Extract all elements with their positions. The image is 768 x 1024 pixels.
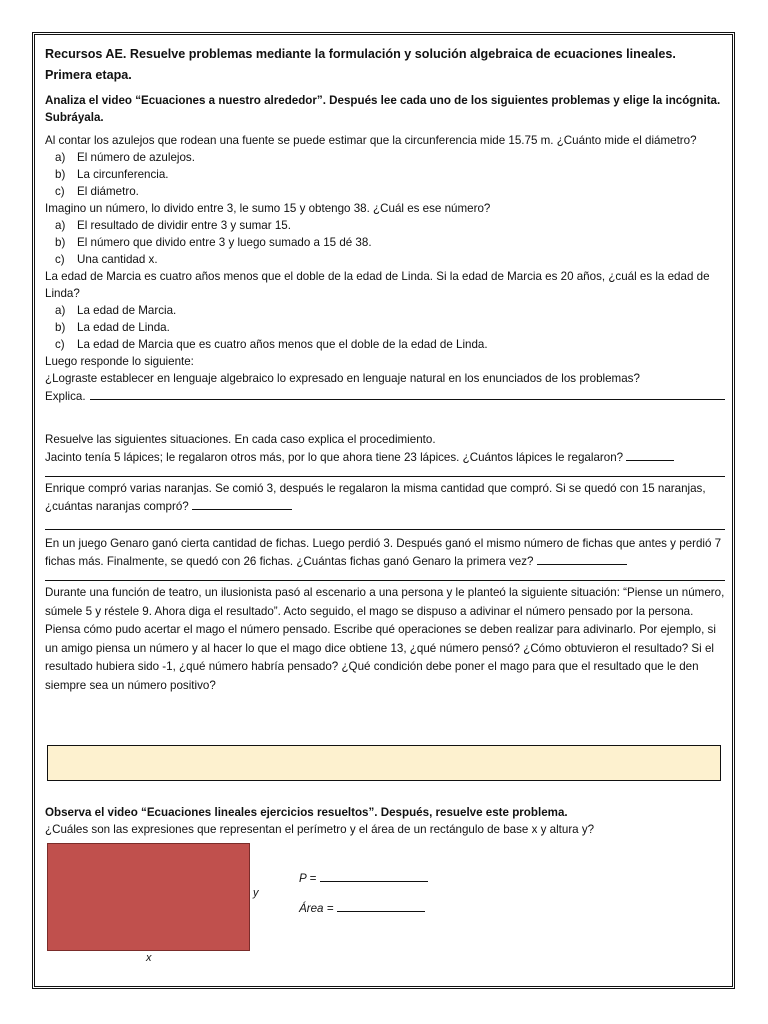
rectangle-question: ¿Cuáles son las expresiones que representan el perímetro y el área de un rectángulo de base x y altura y? [45, 823, 595, 836]
rectangle-section [45, 804, 725, 838]
options-list [45, 302, 725, 353]
option-item[interactable] [45, 217, 725, 234]
option-text: El número de azulejos. [77, 151, 195, 164]
option-letter: b) [55, 321, 66, 334]
problem-statement: Al contar los azulejos que rodean una fuente se puede estimar que la circunferencia mide 15.75 m. ¿Cuánto mide el diámetro? [45, 134, 697, 147]
option-text: Una cantidad x. [77, 253, 158, 266]
option-letter: a) [55, 219, 66, 232]
problem-2 [45, 200, 725, 268]
situation-text: En un juego Genaro ganó cierta cantidad de fichas. Luego perdió 3. Después ganó el mismo número de fichas que antes y perdió 7 fichas más. Finalmente, se quedó con 26 fichas. ¿Cuántas fichas ganó Genaro la primera vez? [45, 537, 722, 568]
option-text: La edad de Linda. [77, 321, 170, 334]
answer-line[interactable] [192, 497, 292, 510]
situation-3 [45, 535, 725, 570]
divider [45, 476, 725, 477]
option-text: El diámetro. [77, 185, 139, 198]
situation-4: Durante una función de teatro, un ilusionista pasó al escenario a una persona y le planteó la siguiente situación: “Piense un número, súmele 5 y réstele 9. Ahora diga el resultado”. Acto seguido, el mago se dispuso a adivinar el número pensado por la persona. Piensa cómo pudo acertar el mago el número pensado. Escribe qué operaciones se deben realizar para adivinarlo. Por ejemplo, si un amigo piensa un número y al hacer lo que el mago dice obtiene 13, ¿qué número pensó? ¿Cómo obtuvieron el resultado? Si el resultado hubiera sido -1, ¿qué número habría pensado? ¿Qué condición debe poner el mago para que el resultado que le den siempre sea un número positivo? [45, 586, 725, 692]
answer-line[interactable] [537, 552, 627, 565]
option-text: La circunferencia. [77, 168, 169, 181]
situation-text: Enrique compró varias naranjas. Se comió 3, después le regalaron la misma cantidad que compró. Si se quedó con 15 naranjas, ¿cuántas naranjas compró? [45, 482, 706, 513]
rectangle-intro: Observa el video “Ecuaciones lineales ejercicios resueltos”. Después, resuelve este problema. [45, 806, 568, 819]
problem-3 [45, 268, 725, 353]
option-item[interactable] [45, 319, 725, 336]
height-label: y [253, 887, 259, 899]
option-item[interactable] [45, 336, 725, 353]
option-letter: c) [55, 185, 65, 198]
option-letter: c) [55, 338, 65, 351]
situations-intro: Resuelve las siguientes situaciones. En cada caso explica el procedimiento. [45, 433, 436, 446]
option-letter: b) [55, 168, 66, 181]
explain-answer-line[interactable] [90, 387, 725, 400]
reflection-explain-line [45, 387, 725, 405]
options-list [45, 217, 725, 268]
option-item[interactable] [45, 302, 725, 319]
answer-line[interactable] [626, 448, 674, 461]
area-label: Área = [299, 902, 334, 915]
area-row [299, 900, 425, 915]
base-label: x [146, 952, 152, 964]
option-item[interactable] [45, 166, 725, 183]
area-answer-line[interactable] [337, 900, 425, 912]
explain-label: Explica. [45, 390, 86, 403]
situation-2 [45, 480, 725, 515]
option-letter: a) [55, 151, 66, 164]
worksheet-content [45, 44, 725, 695]
situation-text: Jacinto tenía 5 lápices; le regalaron otros más, por lo que ahora tiene 23 lápices. ¿Cuántos lápices le regalaron? [45, 451, 624, 464]
option-item[interactable] [45, 149, 725, 166]
intro-instructions: Analiza el video “Ecuaciones a nuestro alrededor”. Después lee cada uno de los siguientes problemas y elige la incógnita. Subráyala. [45, 94, 721, 124]
option-item[interactable] [45, 234, 725, 251]
option-item[interactable] [45, 183, 725, 200]
problem-statement: Imagino un número, lo divido entre 3, le sumo 15 y obtengo 38. ¿Cuál es ese número? [45, 202, 491, 215]
option-text: La edad de Marcia. [77, 304, 177, 317]
problem-1 [45, 132, 725, 200]
option-text: La edad de Marcia que es cuatro años menos que el doble de la edad de Linda. [77, 338, 488, 351]
option-item[interactable] [45, 251, 725, 268]
option-text: El número que divido entre 3 y luego sumado a 15 dé 38. [77, 236, 372, 249]
perimeter-label: P = [299, 872, 317, 885]
option-letter: a) [55, 304, 66, 317]
problem-statement: La edad de Marcia es cuatro años menos que el doble de la edad de Linda. Si la edad de Marcia es 20 años, ¿cuál es la edad de Linda? [45, 270, 710, 300]
page-title: Recursos AE. Resuelve problemas mediante la formulación y solución algebraica de ecuaciones lineales. Primera etapa. [45, 47, 676, 82]
reflection-lead: Luego responde lo siguiente: [45, 355, 194, 368]
option-text: El resultado de dividir entre 3 y sumar 15. [77, 219, 291, 232]
option-letter: b) [55, 236, 66, 249]
answer-box[interactable] [47, 745, 721, 781]
divider [45, 529, 725, 530]
perimeter-row [299, 870, 428, 885]
option-letter: c) [55, 253, 65, 266]
divider [45, 580, 725, 581]
rectangle-figure [47, 843, 250, 951]
perimeter-answer-line[interactable] [320, 870, 428, 882]
reflection-question: ¿Lograste establecer en lenguaje algebraico lo expresado en lenguaje natural en los enunciados de los problemas? [45, 372, 640, 385]
situation-1 [45, 448, 725, 466]
options-list [45, 149, 725, 200]
